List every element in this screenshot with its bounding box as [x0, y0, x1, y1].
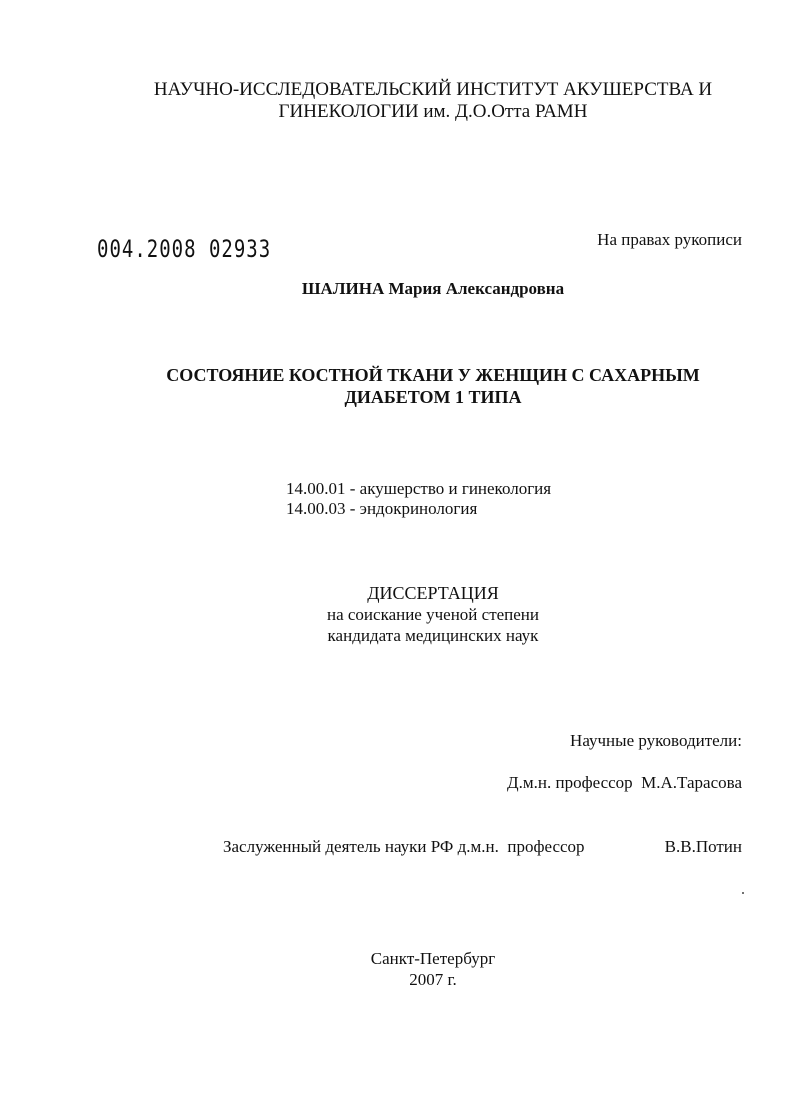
supervisors-label: Научные руководители:	[570, 731, 742, 750]
thesis-title-line2: ДИАБЕТОМ 1 ТИПА	[344, 387, 522, 407]
institute-name-line1: НАУЧНО-ИССЛЕДОВАТЕЛЬСКИЙ ИНСТИТУТ АКУШЕРСТВА И	[153, 79, 713, 100]
scan-speck	[742, 892, 744, 894]
supervisor-2-title: Заслуженный деятель науки РФ д.м.н. профессор	[223, 837, 585, 856]
city: Санкт-Петербург	[370, 949, 496, 968]
institute-name-line2: ГИНЕКОЛОГИИ им. Д.О.Отта РАМН	[278, 101, 588, 122]
thesis-title-line1: СОСТОЯНИЕ КОСТНОЙ ТКАНИ У ЖЕНЩИН С САХАРНЫМ	[166, 365, 700, 385]
manuscript-rights-note: На правах рукописи	[597, 230, 742, 249]
specialty-code-1: 14.00.01 - акушерство и гинекология	[286, 479, 552, 498]
year: 2007 г.	[409, 970, 457, 989]
library-stamp-number: 004.2008 02933	[97, 235, 272, 263]
degree-line2: кандидата медицинских наук	[327, 626, 539, 645]
specialty-code-2: 14.00.03 - эндокринология	[286, 499, 478, 518]
supervisor-1: Д.м.н. профессор М.А.Тарасова	[507, 773, 742, 792]
degree-line1: на соискание ученой степени	[326, 605, 540, 624]
dissertation-heading: ДИССЕРТАЦИЯ	[367, 583, 499, 603]
supervisor-2-name: В.В.Потин	[664, 837, 742, 856]
author-name: ШАЛИНА Мария Александровна	[301, 279, 565, 298]
